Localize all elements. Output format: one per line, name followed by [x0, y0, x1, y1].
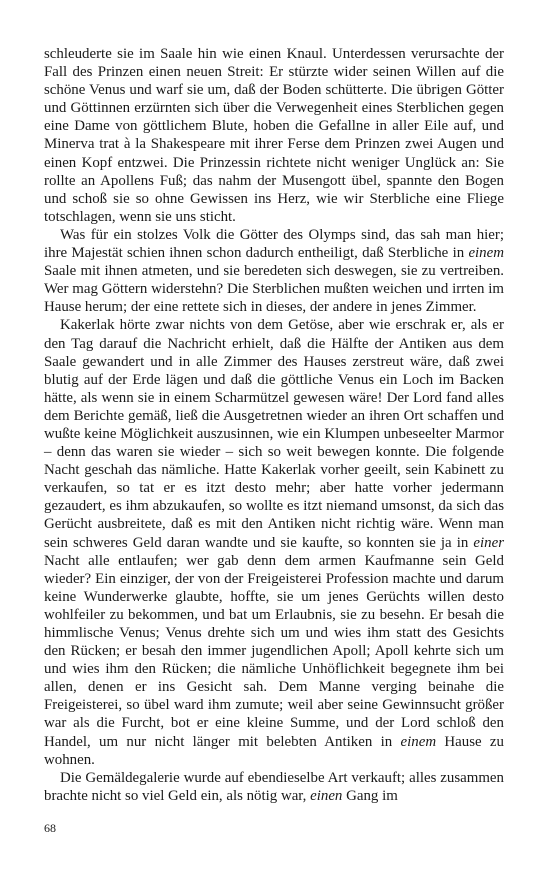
text-run: Gang im — [342, 787, 398, 804]
text-run: Hause zu wohnen. — [44, 733, 504, 768]
page-number: 68 — [44, 821, 56, 835]
text-run: Saale mit ihnen atmeten, und sie beredeten sich deswegen, sie zu vertreiben. Wer mag Göttern widerstehn? Die Sterblichen mußten weichen und irrten im Hause herum; der eine rettete sich in dieses, der andere in jenes Zimmer. — [44, 263, 504, 316]
italic-run: einem — [468, 245, 504, 262]
italic-run: einer — [473, 534, 504, 551]
text-run: Die Gemäldegalerie wurde auf ebendieselbe Art verkauft; alles zusammen brachte nicht so viel Geld ein, als nötig war, — [44, 769, 504, 804]
paragraph — [44, 45, 504, 226]
body-text — [44, 45, 504, 805]
paragraph — [44, 769, 504, 805]
text-run: schleuderte sie im Saale hin wie einen Knaul. Unterdessen verursachte der Fall des Prinzen einen neuen Streit: Er stürzte wider seinen Willen auf die schöne Venus und warf sie um, daß der Boden schütterte. Die übrigen Götter und Göttinnen erzürnten sich über die Verwegenheit eines Sterblichen gegen eine Dame von göttlichem Blute, hoben die Gefallne in aller Eile auf, und Minerva trat à la Shakespeare mit ihrer Ferse dem Prinzen zwei Augen und einen Kopf entzwei. Die Prinzessin richtete nicht weniger Unglück an: Sie rollte an Apollens Fuß; das nahm der Musengott übel, spannte den Bogen und schoß sie so ohne Gewissen ins Herz, wie wir Sterbliche eine Fliege totschlagen, wenn sie uns sticht. — [44, 46, 504, 225]
italic-run: einen — [310, 787, 343, 804]
text-run: Kakerlak hörte zwar nichts von dem Getöse, aber wie erschrak er, als er den Tag darauf die Nachricht erhielt, daß die Hälfte der Antiken aus dem Saale gewandert und in alle Zimmer des Hauses zerstreut wäre, daß zwei blutig auf der Erde lägen und daß die göttliche Venus ein Loch im Backen hätte, als wenn sie in einem Scharmützel gewesen wäre! Der Lord fand alles dem Berichte gemäß, ließ die Ausgetretnen wieder an ihren Ort schaffen und wußte keine Möglichkeit auszusinnen, wie ein Klumpen unbeseelter Marmor – denn das waren sie wieder – sich so weit bewegen konnte. Die folgende Nacht geschah das nämliche. Hatte Kakerlak vorher geeilt, sein Kabinett zu verkaufen, so tat er es itzt desto mehr; aber hatte vorher jedermann gezaudert, es ihm abzukaufen, so wollte es itzt niemand umsonst, da sich das Gerücht ausbreitete, daß es mit den Antiken nicht richtig wäre. Wenn man sein schweres Geld daran wandte und sie kaufte, so konnten sie ja in — [44, 317, 504, 551]
paragraph — [44, 316, 504, 768]
paragraph — [44, 226, 504, 316]
text-run: Was für ein stolzes Volk die Götter des Olymps sind, das sah man hier; ihre Majestät schien ihnen schon dadurch entheiligt, daß Sterbliche in — [44, 226, 504, 262]
text-run: Nacht alle entlaufen; wer gab denn dem armen Kaufmanne sein Geld wieder? Ein einziger, der von der Freigeisterei Profession machte und darum keine Wunderwerke glaubte, hoffte, sie um jenes Gerüchts willen desto wohlfeiler zu bekommen, und bat um Erlaubnis, sie zu besehn. Er besah die himmlische Venus; Venus drehte sich um und wies ihm statt des Gesichts den Rücken; er besah den immer jugendlichen Apoll; Apoll kehrte sich um und wies ihm den Rücken; die nämliche Unhöflichkeit begegnete ihm bei allen, denen er ins Gesicht sah. Dem Manne verging beinahe die Freigeisterei, so übel ward ihm zumute; weil aber seine Gewinnsucht größer war als die Furcht, bot er eine kleine Summe, und der Lord schloß den Handel, um nur nicht länger mit belebten Antiken in — [44, 552, 504, 750]
italic-run: einem — [400, 733, 437, 750]
